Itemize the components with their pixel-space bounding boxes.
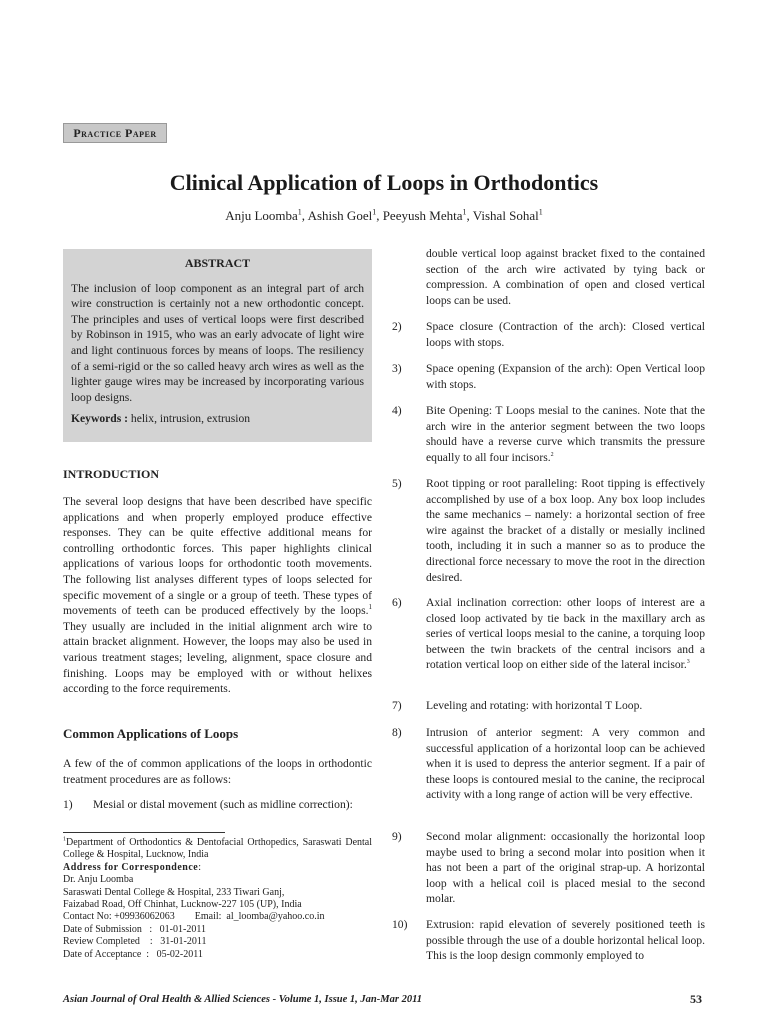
- list-item: [392, 917, 705, 964]
- introduction-text-a: The several loop designs that have been described have specific applications and when properly employed produce effective responses. They can be quite effective additional means for controlling orthodontic forces. This paper highlights clinical applications of various loops for orthodontic tooth movements. The following list analyses different types of loops selected for specific movement of a single or a group of teeth. These types of movements of teeth can be produced effectively by the loops.: [63, 495, 372, 618]
- list-item-number: 7): [392, 699, 402, 712]
- list-item-text: Mesial or distal movement (such as midline correction):: [93, 798, 353, 811]
- list-item-body: Bite Opening: T Loops mesial to the canines. Note that the arch wire in the anterior segment between the two loops should have a reverse curve which transmits the pressure equally to all four incisors.: [426, 404, 705, 464]
- list-item-text: Space opening (Expansion of the arch): Open Vertical loop with stops.: [426, 362, 705, 391]
- list-item-number: 2): [392, 320, 402, 333]
- contact-info: Contact No: +09936062063 Email: al_loomba@yahoo.co.in: [63, 911, 325, 923]
- correspondence-address-2: Faizabad Road, Off Chinhat, Lucknow-227 105 (UP), India: [63, 899, 302, 911]
- list-item: [392, 829, 705, 907]
- correspondence-address-1: Saraswati Dental College & Hospital, 233 Tiwari Ganj,: [63, 886, 285, 898]
- list-item: [63, 797, 372, 813]
- date-acceptance: Date of Acceptance : 05-02-2011: [63, 948, 203, 960]
- right-continuation-text: double vertical loop against bracket fixed to the contained section of the arch wire activated by tying back or compression. A combination of open and closed vertical loops can be used.: [426, 247, 705, 307]
- author-affil-sup: 1: [538, 207, 543, 217]
- citation-sup: 2: [550, 451, 554, 458]
- list-item-text: Root tipping or root paralleling: Root tipping is effectively accomplished by use of a box loop. Any box loop includes the same mechanics – namely: a horizontal section of free wire against the bracket of a distally or mesially inclined tooth, including it in such a manner so as to produce the directional force necessary to move the root in the direction desired.: [426, 477, 705, 584]
- introduction-heading: INTRODUCTION: [63, 467, 160, 481]
- list-item-text: [426, 595, 705, 673]
- list-item-number: 8): [392, 726, 402, 739]
- list-item-text: [426, 403, 705, 465]
- date-review: Review Completed : 31-01-2011: [63, 936, 207, 948]
- list-item-text: Extrusion: rapid elevation of severely positioned teeth is possible through the use of a double horizontal helical loop. This is the loop design commonly employed to: [426, 918, 705, 963]
- list-item-text: Intrusion of anterior segment: A very common and successful application of a horizontal loop can be achieved when it is used to depress the anterior segment. If a pair of these loops is contoured mesial to the canine, the reciprocal activity with a long range of action will be very effective.: [426, 726, 705, 802]
- introduction-text: [63, 494, 372, 697]
- list-item-number: 10): [392, 918, 408, 931]
- date-submission: Date of Submission : 01-01-2011: [63, 923, 206, 935]
- author-affil-sup: 1: [297, 207, 302, 217]
- list-item-number: 6): [392, 596, 402, 609]
- list-item-number: 1): [63, 798, 73, 811]
- section-tag: Practice Paper: [63, 123, 167, 143]
- author-affil-sup: 1: [372, 207, 377, 217]
- common-applications-text: A few of the of common applications of the loops in orthodontic treatment procedures are as follows:: [63, 757, 372, 786]
- abstract-text: The inclusion of loop component as an integral part of arch wire construction is certainly not a new orthodontic concept. The principles and uses of vertical loops were first described by Robinson in 1915, who was an early advocate of light wire and light continuous forces by means of loops. The resiliency of a semi-rigid or the so called heavy arch wires as well as the lighter gauge wires may be increased by incorporating various loop designs.: [71, 281, 364, 404]
- list-item-text: Space closure (Contraction of the arch): Closed vertical loops with stops.: [426, 320, 705, 349]
- author-list: Anju Loomba$^1$, Ashish Goel$^1$, Peeyush Mehta$^1$, Vishal Sohal$^1$: [225, 207, 543, 223]
- list-item: [392, 319, 705, 350]
- common-applications-heading: Common Applications of Loops: [63, 726, 239, 741]
- author-name: Anju Loomba: [225, 208, 298, 223]
- list-item: [392, 595, 705, 673]
- footnote-sup: 1: [63, 836, 66, 843]
- list-item-number: 3): [392, 362, 402, 375]
- correspondence-label: Address for Correspondence: [63, 861, 199, 873]
- list-item: [392, 725, 705, 803]
- list-item: [392, 476, 705, 585]
- author-name: Peeyush Mehta: [382, 208, 463, 223]
- list-item: [392, 698, 705, 714]
- footnote: [63, 837, 372, 961]
- list-item-number: 9): [392, 830, 402, 843]
- keywords-label: Keywords :: [71, 412, 128, 426]
- correspondence-colon: :: [198, 861, 202, 873]
- affiliation: Department of Orthodontics & Dentofacial Orthopedics, Saraswati Dental College & Hospital, Lucknow, India: [63, 837, 372, 861]
- abstract-box: [63, 249, 372, 442]
- citation-sup: 3: [686, 659, 690, 666]
- list-item: [392, 361, 705, 392]
- list-item-text: Second molar alignment: occasionally the horizontal loop maybe used to bring a second molar into position when it has not been a part of the original strap-up. A horizontal loop with a helical coil is placed mesial to the second molar.: [426, 830, 705, 906]
- author-name: Vishal Sohal: [472, 208, 539, 223]
- keywords-list: helix, intrusion, extrusion: [128, 412, 251, 426]
- keywords: [71, 411, 364, 427]
- abstract-heading: ABSTRACT: [184, 256, 251, 270]
- citation-sup: 1: [368, 603, 372, 612]
- footnote-rule: [63, 832, 225, 833]
- correspondence-name: Dr. Anju Loomba: [63, 874, 134, 886]
- paper-title: Clinical Application of Loops in Orthodontics: [169, 170, 599, 195]
- list-item-text: Leveling and rotating: with horizontal T Loop.: [426, 699, 643, 712]
- list-item-number: 4): [392, 404, 402, 417]
- author-affil-sup: 1: [462, 207, 467, 217]
- journal-footer: Asian Journal of Oral Health & Allied Sciences - Volume 1, Issue 1, Jan-Mar 2011: [63, 994, 422, 1005]
- list-item: [392, 403, 705, 465]
- list-item-number: 5): [392, 477, 402, 490]
- page-number: 53: [690, 992, 702, 1006]
- list-item-body: Axial inclination correction: other loops of interest are a closed loop activated by tie back in the maxillary arch as series of vertical loops mesial to the canine, a torquing loop between the twin brackets of the central incisors and a rotation vertical loop on either side of the lateral incisor.: [426, 596, 705, 672]
- introduction-text-b: They usually are included in the initial alignment arch wire to attain bracket alignment. However, the loops may also be used in various treatment stages; leveling, alignment, space closure and finishing. Loops may be employed with or without helixes according to the force requirements.: [63, 619, 372, 696]
- author-name: Ashish Goel: [307, 208, 373, 223]
